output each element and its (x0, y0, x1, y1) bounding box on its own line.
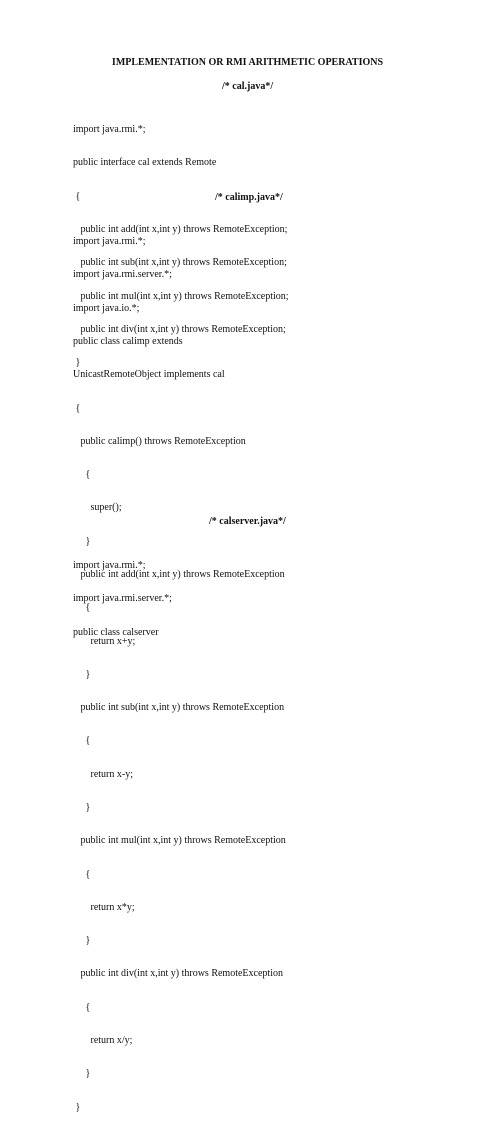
code-line: import java.rmi.*; (73, 236, 146, 248)
code-line: return x/y; (73, 1034, 133, 1046)
code-line: } (73, 1068, 91, 1080)
code-block-calimp-java (73, 214, 286, 1135)
code-line: import java.rmi.server.*; (73, 593, 172, 605)
code-line: import java.io.*; (73, 302, 140, 314)
code-line: return x-y; (73, 768, 133, 780)
section-heading-calimp-java: /* calimp.java*/ (215, 192, 283, 203)
code-line: } (73, 535, 91, 547)
code-line: public int add(int x,int y) throws RemoteException; (73, 224, 288, 236)
page-title: IMPLEMENTATION OR RMI ARITHMETIC OPERATIONS (111, 57, 384, 68)
code-line: } (73, 668, 91, 680)
code-line: { (73, 402, 81, 414)
code-line: public int mul(int x,int y) throws RemoteException (73, 835, 286, 847)
code-line: UnicastRemoteObject implements cal (73, 369, 225, 381)
code-line: public interface cal extends Remote (73, 157, 217, 169)
code-line: public class calimp extends (73, 336, 183, 348)
code-line: { (73, 868, 91, 880)
code-block-calserver-java (73, 538, 172, 660)
code-line: } (73, 357, 81, 369)
code-line: } (73, 801, 91, 813)
code-line: import java.rmi.*; (73, 124, 146, 136)
code-line: { (73, 190, 81, 202)
code-line: return x*y; (73, 901, 135, 913)
code-line: public class calserver (73, 626, 159, 638)
code-line: } (73, 1101, 81, 1113)
code-line: } (73, 935, 91, 947)
code-line: import java.rmi.server.*; (73, 269, 172, 281)
code-line: import java.rmi.*; (73, 560, 146, 572)
section-heading-calserver-java: /* calserver.java*/ (209, 516, 286, 527)
code-line: { (73, 1001, 91, 1013)
code-line: public int mul(int x,int y) throws RemoteException; (73, 290, 289, 302)
code-line: public int sub(int x,int y) throws RemoteException; (73, 257, 287, 269)
code-line: { (73, 602, 91, 614)
code-line: public int sub(int x,int y) throws RemoteException (73, 702, 285, 714)
code-line: { (73, 469, 91, 481)
code-line: public int add(int x,int y) throws RemoteException (73, 569, 285, 580)
code-line: return x+y; (73, 635, 136, 647)
code-line: public calimp() throws RemoteException (73, 435, 246, 447)
code-line: public int div(int x,int y) throws RemoteException (73, 968, 283, 980)
code-line: super(); (73, 502, 122, 514)
code-line: { (73, 735, 91, 747)
section-heading-cal-java: /* cal.java*/ (222, 81, 274, 92)
code-line: public int div(int x,int y) throws RemoteException; (73, 323, 286, 335)
